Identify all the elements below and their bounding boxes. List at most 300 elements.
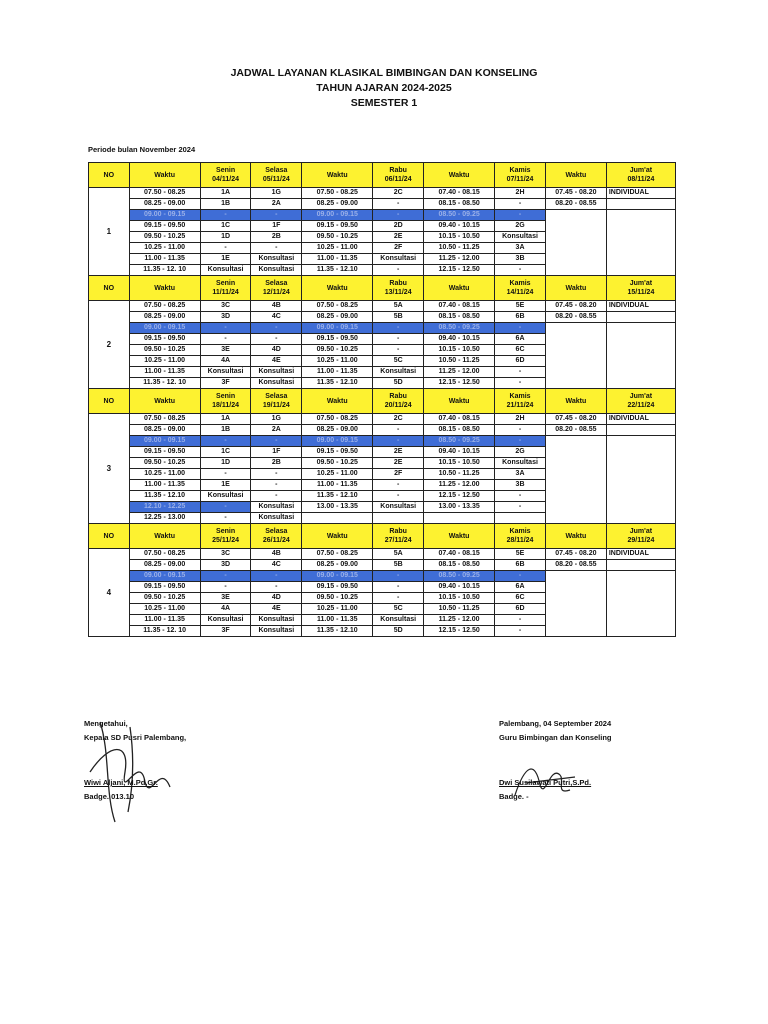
time-slot: 12.15 - 12.50 xyxy=(424,626,495,637)
day-name: Selasa xyxy=(265,393,288,400)
no-header: NO xyxy=(89,163,130,188)
monday-class: 3E xyxy=(200,345,251,356)
day-name: Kamis xyxy=(509,280,531,287)
principal-name: Wiwi Aljani, M.Pd.Gr. xyxy=(84,778,158,787)
time-slot: 13.00 - 13.35 xyxy=(302,502,373,513)
day-date: 05/11/24 xyxy=(262,176,290,183)
friday-time: 08.20 - 08.55 xyxy=(545,312,606,323)
time-slot: 11.25 - 12.00 xyxy=(424,615,495,626)
day-date: 25/11/24 xyxy=(212,537,239,544)
monday-class: - xyxy=(200,513,251,524)
week-header-row xyxy=(89,524,676,549)
monday-class: 1E xyxy=(200,480,251,491)
day-name: Senin xyxy=(216,393,236,400)
tuesday-class: - xyxy=(251,210,302,221)
time-slot: 12.15 - 12.50 xyxy=(424,378,495,389)
wednesday-class: 5A xyxy=(373,549,424,560)
day-name: Selasa xyxy=(265,167,288,174)
time-slot: 11.25 - 12.00 xyxy=(424,254,495,265)
monday-class: 1C xyxy=(200,221,251,232)
signature-block-right xyxy=(499,717,612,745)
time-slot: 11.00 - 11.35 xyxy=(129,254,200,265)
friday-header xyxy=(606,163,675,188)
time-slot: 11.35 - 12.10 xyxy=(302,265,373,276)
monday-class: Konsultasi xyxy=(200,265,251,276)
time-slot: 09.50 - 10.25 xyxy=(129,593,200,604)
thursday-class: 6D xyxy=(495,604,546,615)
tuesday-class: 4C xyxy=(251,560,302,571)
day-date: 11/11/24 xyxy=(212,289,239,296)
wednesday-class: 5B xyxy=(373,312,424,323)
time-slot: 10.25 - 11.00 xyxy=(302,469,373,480)
day-date: 19/11/24 xyxy=(262,402,290,409)
table-row xyxy=(89,549,676,560)
wednesday-header xyxy=(373,524,424,549)
no-header: NO xyxy=(89,389,130,414)
thursday-class: 3B xyxy=(495,480,546,491)
time-slot: 10.25 - 11.00 xyxy=(129,356,200,367)
friday-activity xyxy=(606,312,675,323)
time-header: Waktu xyxy=(302,276,373,301)
day-date: 08/11/24 xyxy=(627,176,655,183)
wednesday-class: Konsultasi xyxy=(373,615,424,626)
title-line-3: SEMESTER 1 xyxy=(350,97,418,109)
friday-header xyxy=(606,389,675,414)
friday-empty xyxy=(545,210,606,276)
thursday-class: - xyxy=(495,378,546,389)
principal-badge: Badge. 013.10 xyxy=(84,792,135,801)
tuesday-class: 2B xyxy=(251,458,302,469)
wednesday-class: - xyxy=(373,425,424,436)
day-name: Kamis xyxy=(509,167,531,174)
tuesday-class: Konsultasi xyxy=(251,378,302,389)
time-slot: 07.40 - 08.15 xyxy=(424,414,495,425)
day-date: 13/11/24 xyxy=(384,289,412,296)
time-header: Waktu xyxy=(424,276,495,301)
monday-class: 1D xyxy=(200,232,251,243)
time-slot: 11.35 - 12.10 xyxy=(302,378,373,389)
friday-activity: INDIVIDUAL xyxy=(606,301,675,312)
time-slot: 11.00 - 11.35 xyxy=(129,367,200,378)
tuesday-class: Konsultasi xyxy=(251,513,302,524)
time-slot: 07.50 - 08.25 xyxy=(129,414,200,425)
thursday-class: - xyxy=(495,425,546,436)
day-date: 12/11/24 xyxy=(262,289,290,296)
time-slot: 10.50 - 11.25 xyxy=(424,604,495,615)
day-date: 07/11/24 xyxy=(506,176,534,183)
wednesday-class: 2E xyxy=(373,458,424,469)
day-date: 29/11/24 xyxy=(627,537,655,544)
time-slot: 11.35 - 12.10 xyxy=(302,491,373,502)
thursday-class: - xyxy=(495,210,546,221)
day-name: Rabu xyxy=(389,393,407,400)
tuesday-class: 1G xyxy=(251,188,302,199)
wednesday-class: 2E xyxy=(373,447,424,458)
time-slot: 09.50 - 10.25 xyxy=(302,593,373,604)
time-slot: 07.50 - 08.25 xyxy=(129,188,200,199)
wednesday-class: 2D xyxy=(373,221,424,232)
time-slot: 10.50 - 11.25 xyxy=(424,243,495,254)
monday-class: - xyxy=(200,582,251,593)
thursday-class: 2G xyxy=(495,221,546,232)
monday-class: 1B xyxy=(200,199,251,210)
thursday-header xyxy=(495,389,546,414)
friday-empty xyxy=(545,571,606,637)
monday-class: - xyxy=(200,502,251,513)
time-slot: 11.35 - 12. 10 xyxy=(129,626,200,637)
thursday-header xyxy=(495,163,546,188)
day-date: 28/11/24 xyxy=(506,537,534,544)
wednesday-class: - xyxy=(373,210,424,221)
time-slot: 09.00 - 09.15 xyxy=(302,436,373,447)
time-slot: 11.35 - 12. 10 xyxy=(129,265,200,276)
time-header: Waktu xyxy=(302,163,373,188)
tuesday-class: - xyxy=(251,436,302,447)
time-slot: 09.15 - 09.50 xyxy=(302,221,373,232)
time-header: Waktu xyxy=(424,163,495,188)
counselor-title: Guru Bimbingan dan Konseling xyxy=(499,733,612,742)
wednesday-class: Konsultasi xyxy=(373,254,424,265)
time-slot: 11.00 - 11.35 xyxy=(302,254,373,265)
time-slot: 07.40 - 08.15 xyxy=(424,549,495,560)
thursday-class: 3A xyxy=(495,469,546,480)
thursday-class: 6A xyxy=(495,582,546,593)
monday-header xyxy=(200,524,251,549)
time-slot: 09.40 - 10.15 xyxy=(424,582,495,593)
wednesday-class: 2E xyxy=(373,232,424,243)
time-slot: 08.50 - 09.25 xyxy=(424,323,495,334)
week-number: 3 xyxy=(89,414,130,524)
time-slot: 10.50 - 11.25 xyxy=(424,356,495,367)
time-slot: 10.25 - 11.00 xyxy=(302,356,373,367)
time-slot: 10.50 - 11.25 xyxy=(424,469,495,480)
tuesday-class: 4D xyxy=(251,345,302,356)
wednesday-class: - xyxy=(373,265,424,276)
monday-class: 3E xyxy=(200,593,251,604)
thursday-class: - xyxy=(495,626,546,637)
thursday-class: 5E xyxy=(495,301,546,312)
time-header: Waktu xyxy=(545,389,606,414)
friday-time: 07.45 - 08.20 xyxy=(545,188,606,199)
tuesday-header xyxy=(251,389,302,414)
thursday-class: 6A xyxy=(495,334,546,345)
wednesday-class: - xyxy=(373,199,424,210)
friday-empty xyxy=(606,323,675,389)
time-slot: 08.25 - 09.00 xyxy=(302,199,373,210)
time-slot: 08.15 - 08.50 xyxy=(424,560,495,571)
friday-empty xyxy=(606,436,675,524)
time-slot: 12.10 - 12.25 xyxy=(129,502,200,513)
friday-activity: INDIVIDUAL xyxy=(606,414,675,425)
tuesday-class: 4C xyxy=(251,312,302,323)
time-header: Waktu xyxy=(129,389,200,414)
thursday-class: - xyxy=(495,323,546,334)
day-name: Rabu xyxy=(389,528,407,535)
thursday-class: 2H xyxy=(495,414,546,425)
thursday-header xyxy=(495,276,546,301)
thursday-class: Konsultasi xyxy=(495,232,546,243)
tuesday-class: - xyxy=(251,571,302,582)
week-header-row xyxy=(89,276,676,301)
monday-class: 1A xyxy=(200,188,251,199)
monday-class: 3F xyxy=(200,378,251,389)
time-slot: 11.00 - 11.35 xyxy=(129,480,200,491)
tuesday-class: - xyxy=(251,582,302,593)
wednesday-class: 2F xyxy=(373,243,424,254)
thursday-class: 6B xyxy=(495,560,546,571)
monday-class: Konsultasi xyxy=(200,615,251,626)
tuesday-class: - xyxy=(251,469,302,480)
thursday-class: 3B xyxy=(495,254,546,265)
time-slot: 11.25 - 12.00 xyxy=(424,480,495,491)
time-slot: 08.15 - 08.50 xyxy=(424,312,495,323)
day-name: Rabu xyxy=(389,280,407,287)
thursday-class: 6B xyxy=(495,312,546,323)
tuesday-class: 4B xyxy=(251,301,302,312)
monday-class: - xyxy=(200,243,251,254)
wednesday-class: - xyxy=(373,323,424,334)
time-slot: 07.50 - 08.25 xyxy=(302,188,373,199)
time-slot: 07.50 - 08.25 xyxy=(302,414,373,425)
monday-class: 1B xyxy=(200,425,251,436)
tuesday-class: Konsultasi xyxy=(251,626,302,637)
time-slot: 10.25 - 11.00 xyxy=(129,604,200,615)
wednesday-class: - xyxy=(373,480,424,491)
tuesday-class: 1G xyxy=(251,414,302,425)
time-slot: 11.00 - 11.35 xyxy=(302,480,373,491)
wednesday-class: 5B xyxy=(373,560,424,571)
thursday-class: 3A xyxy=(495,243,546,254)
time-slot: 10.25 - 11.00 xyxy=(302,604,373,615)
friday-time: 07.45 - 08.20 xyxy=(545,414,606,425)
table-row xyxy=(89,436,676,447)
thursday-class: - xyxy=(495,502,546,513)
time-slot: 09.50 - 10.25 xyxy=(129,458,200,469)
tuesday-header xyxy=(251,276,302,301)
wednesday-class: - xyxy=(373,345,424,356)
time-slot: 09.50 - 10.25 xyxy=(302,345,373,356)
time-header: Waktu xyxy=(545,524,606,549)
acknowledged-label: Mengetahui, xyxy=(84,719,128,728)
time-slot: 09.00 - 09.15 xyxy=(302,571,373,582)
tuesday-class: - xyxy=(251,243,302,254)
table-row xyxy=(89,414,676,425)
monday-class: - xyxy=(200,436,251,447)
wednesday-class: - xyxy=(373,593,424,604)
friday-header xyxy=(606,524,675,549)
monday-header xyxy=(200,163,251,188)
thursday-header xyxy=(495,524,546,549)
thursday-class: 6C xyxy=(495,345,546,356)
time-slot: 10.25 - 11.00 xyxy=(302,243,373,254)
day-date: 27/11/24 xyxy=(384,537,412,544)
time-slot: 08.25 - 09.00 xyxy=(129,199,200,210)
friday-activity: INDIVIDUAL xyxy=(606,549,675,560)
table-row xyxy=(89,560,676,571)
wednesday-header xyxy=(373,389,424,414)
wednesday-class: 5D xyxy=(373,378,424,389)
time-slot: 10.15 - 10.50 xyxy=(424,232,495,243)
tuesday-class: Konsultasi xyxy=(251,265,302,276)
time-slot: 08.25 - 09.00 xyxy=(302,312,373,323)
thursday-class: - xyxy=(495,265,546,276)
monday-class: 3D xyxy=(200,312,251,323)
thursday-class xyxy=(495,513,546,524)
wednesday-class: 2C xyxy=(373,188,424,199)
wednesday-class: - xyxy=(373,571,424,582)
time-header: Waktu xyxy=(302,389,373,414)
day-name: Senin xyxy=(216,280,236,287)
monday-class: 3D xyxy=(200,560,251,571)
table-row xyxy=(89,425,676,436)
monday-header xyxy=(200,389,251,414)
time-slot: 09.00 - 09.15 xyxy=(302,210,373,221)
time-header: Waktu xyxy=(302,524,373,549)
time-slot: 08.25 - 09.00 xyxy=(129,425,200,436)
monday-class: 4A xyxy=(200,604,251,615)
time-slot: 09.40 - 10.15 xyxy=(424,447,495,458)
time-slot: 08.50 - 09.25 xyxy=(424,210,495,221)
counselor-name: Dwi Susilawati Putri,S.Pd. xyxy=(499,778,592,787)
table-row xyxy=(89,199,676,210)
friday-activity xyxy=(606,560,675,571)
friday-empty xyxy=(606,210,675,276)
wednesday-header xyxy=(373,163,424,188)
time-slot: 09.00 - 09.15 xyxy=(129,210,200,221)
week-number: 1 xyxy=(89,188,130,276)
time-slot: 08.25 - 09.00 xyxy=(302,425,373,436)
counselor-badge: Badge. - xyxy=(499,792,529,801)
title-line-1: JADWAL LAYANAN KLASIKAL BIMBINGAN DAN KONSELING xyxy=(230,67,538,79)
time-slot: 12.15 - 12.50 xyxy=(424,491,495,502)
table-row xyxy=(89,301,676,312)
time-header: Waktu xyxy=(129,163,200,188)
day-name: Jum'at xyxy=(629,280,653,287)
tuesday-class: 1F xyxy=(251,221,302,232)
time-slot: 09.15 - 09.50 xyxy=(129,221,200,232)
day-date: 06/11/24 xyxy=(384,176,412,183)
time-header: Waktu xyxy=(129,276,200,301)
day-date: 26/11/24 xyxy=(262,537,290,544)
thursday-class: 6C xyxy=(495,593,546,604)
time-slot: 08.50 - 09.25 xyxy=(424,436,495,447)
monday-class: 1D xyxy=(200,458,251,469)
time-slot: 11.35 - 12. 10 xyxy=(129,378,200,389)
week-number: 2 xyxy=(89,301,130,389)
monday-class: 1A xyxy=(200,414,251,425)
day-date: 22/11/24 xyxy=(627,402,655,409)
time-slot: 10.25 - 11.00 xyxy=(129,469,200,480)
monday-class: - xyxy=(200,469,251,480)
time-slot xyxy=(302,513,373,524)
wednesday-class: Konsultasi xyxy=(373,502,424,513)
document-title xyxy=(0,66,768,111)
monday-class: - xyxy=(200,323,251,334)
monday-class: - xyxy=(200,571,251,582)
time-slot: 10.25 - 11.00 xyxy=(129,243,200,254)
week-header-row xyxy=(89,389,676,414)
time-slot: 11.00 - 11.35 xyxy=(129,615,200,626)
time-slot: 09.50 - 10.25 xyxy=(302,458,373,469)
principal-title: Kepala SD Pusri Palembang, xyxy=(84,733,187,742)
friday-empty xyxy=(606,571,675,637)
day-name: Jum'at xyxy=(629,167,653,174)
friday-time: 07.45 - 08.20 xyxy=(545,549,606,560)
wednesday-class: 5C xyxy=(373,356,424,367)
place-date: Palembang, 04 September 2024 xyxy=(499,719,612,728)
monday-class: 3C xyxy=(200,549,251,560)
thursday-class: - xyxy=(495,436,546,447)
time-slot: 11.00 - 11.35 xyxy=(302,615,373,626)
time-slot xyxy=(424,513,495,524)
time-slot: 08.25 - 09.00 xyxy=(302,560,373,571)
thursday-class: - xyxy=(495,367,546,378)
time-slot: 09.00 - 09.15 xyxy=(129,436,200,447)
tuesday-class: 4D xyxy=(251,593,302,604)
thursday-class: Konsultasi xyxy=(495,458,546,469)
tuesday-class: - xyxy=(251,334,302,345)
thursday-class: 5E xyxy=(495,549,546,560)
monday-class: Konsultasi xyxy=(200,491,251,502)
monday-class: 1E xyxy=(200,254,251,265)
friday-activity xyxy=(606,199,675,210)
time-header: Waktu xyxy=(545,276,606,301)
thursday-class: 2G xyxy=(495,447,546,458)
time-slot: 07.50 - 08.25 xyxy=(302,301,373,312)
time-header: Waktu xyxy=(424,389,495,414)
friday-activity: INDIVIDUAL xyxy=(606,188,675,199)
time-slot: 12.15 - 12.50 xyxy=(424,265,495,276)
day-name: Kamis xyxy=(509,393,531,400)
time-slot: 09.40 - 10.15 xyxy=(424,221,495,232)
day-name: Selasa xyxy=(265,528,288,535)
time-slot: 07.50 - 08.25 xyxy=(129,549,200,560)
tuesday-class: 4B xyxy=(251,549,302,560)
tuesday-class: Konsultasi xyxy=(251,615,302,626)
time-slot: 10.15 - 10.50 xyxy=(424,345,495,356)
wednesday-class: - xyxy=(373,334,424,345)
friday-time: 07.45 - 08.20 xyxy=(545,301,606,312)
table-row xyxy=(89,323,676,334)
table-row xyxy=(89,188,676,199)
day-name: Senin xyxy=(216,528,236,535)
tuesday-class: 4E xyxy=(251,604,302,615)
table-row xyxy=(89,571,676,582)
time-slot: 09.50 - 10.25 xyxy=(129,345,200,356)
thursday-class: - xyxy=(495,571,546,582)
tuesday-class: Konsultasi xyxy=(251,367,302,378)
no-header: NO xyxy=(89,276,130,301)
time-slot: 09.15 - 09.50 xyxy=(302,447,373,458)
monday-class: - xyxy=(200,210,251,221)
period-label: Periode bulan November 2024 xyxy=(88,145,196,154)
time-slot: 09.15 - 09.50 xyxy=(302,334,373,345)
day-name: Senin xyxy=(216,167,236,174)
day-date: 14/11/24 xyxy=(506,289,534,296)
day-name: Jum'at xyxy=(629,393,653,400)
time-slot: 08.50 - 09.25 xyxy=(424,571,495,582)
tuesday-class: - xyxy=(251,323,302,334)
day-date: 18/11/24 xyxy=(212,402,239,409)
monday-class: 1C xyxy=(200,447,251,458)
wednesday-class: 5C xyxy=(373,604,424,615)
time-slot: 12.25 - 13.00 xyxy=(129,513,200,524)
time-slot: 09.00 - 09.15 xyxy=(129,571,200,582)
time-slot: 09.15 - 09.50 xyxy=(302,582,373,593)
tuesday-class: 4E xyxy=(251,356,302,367)
time-slot: 08.15 - 08.50 xyxy=(424,199,495,210)
time-slot: 11.35 - 12.10 xyxy=(129,491,200,502)
